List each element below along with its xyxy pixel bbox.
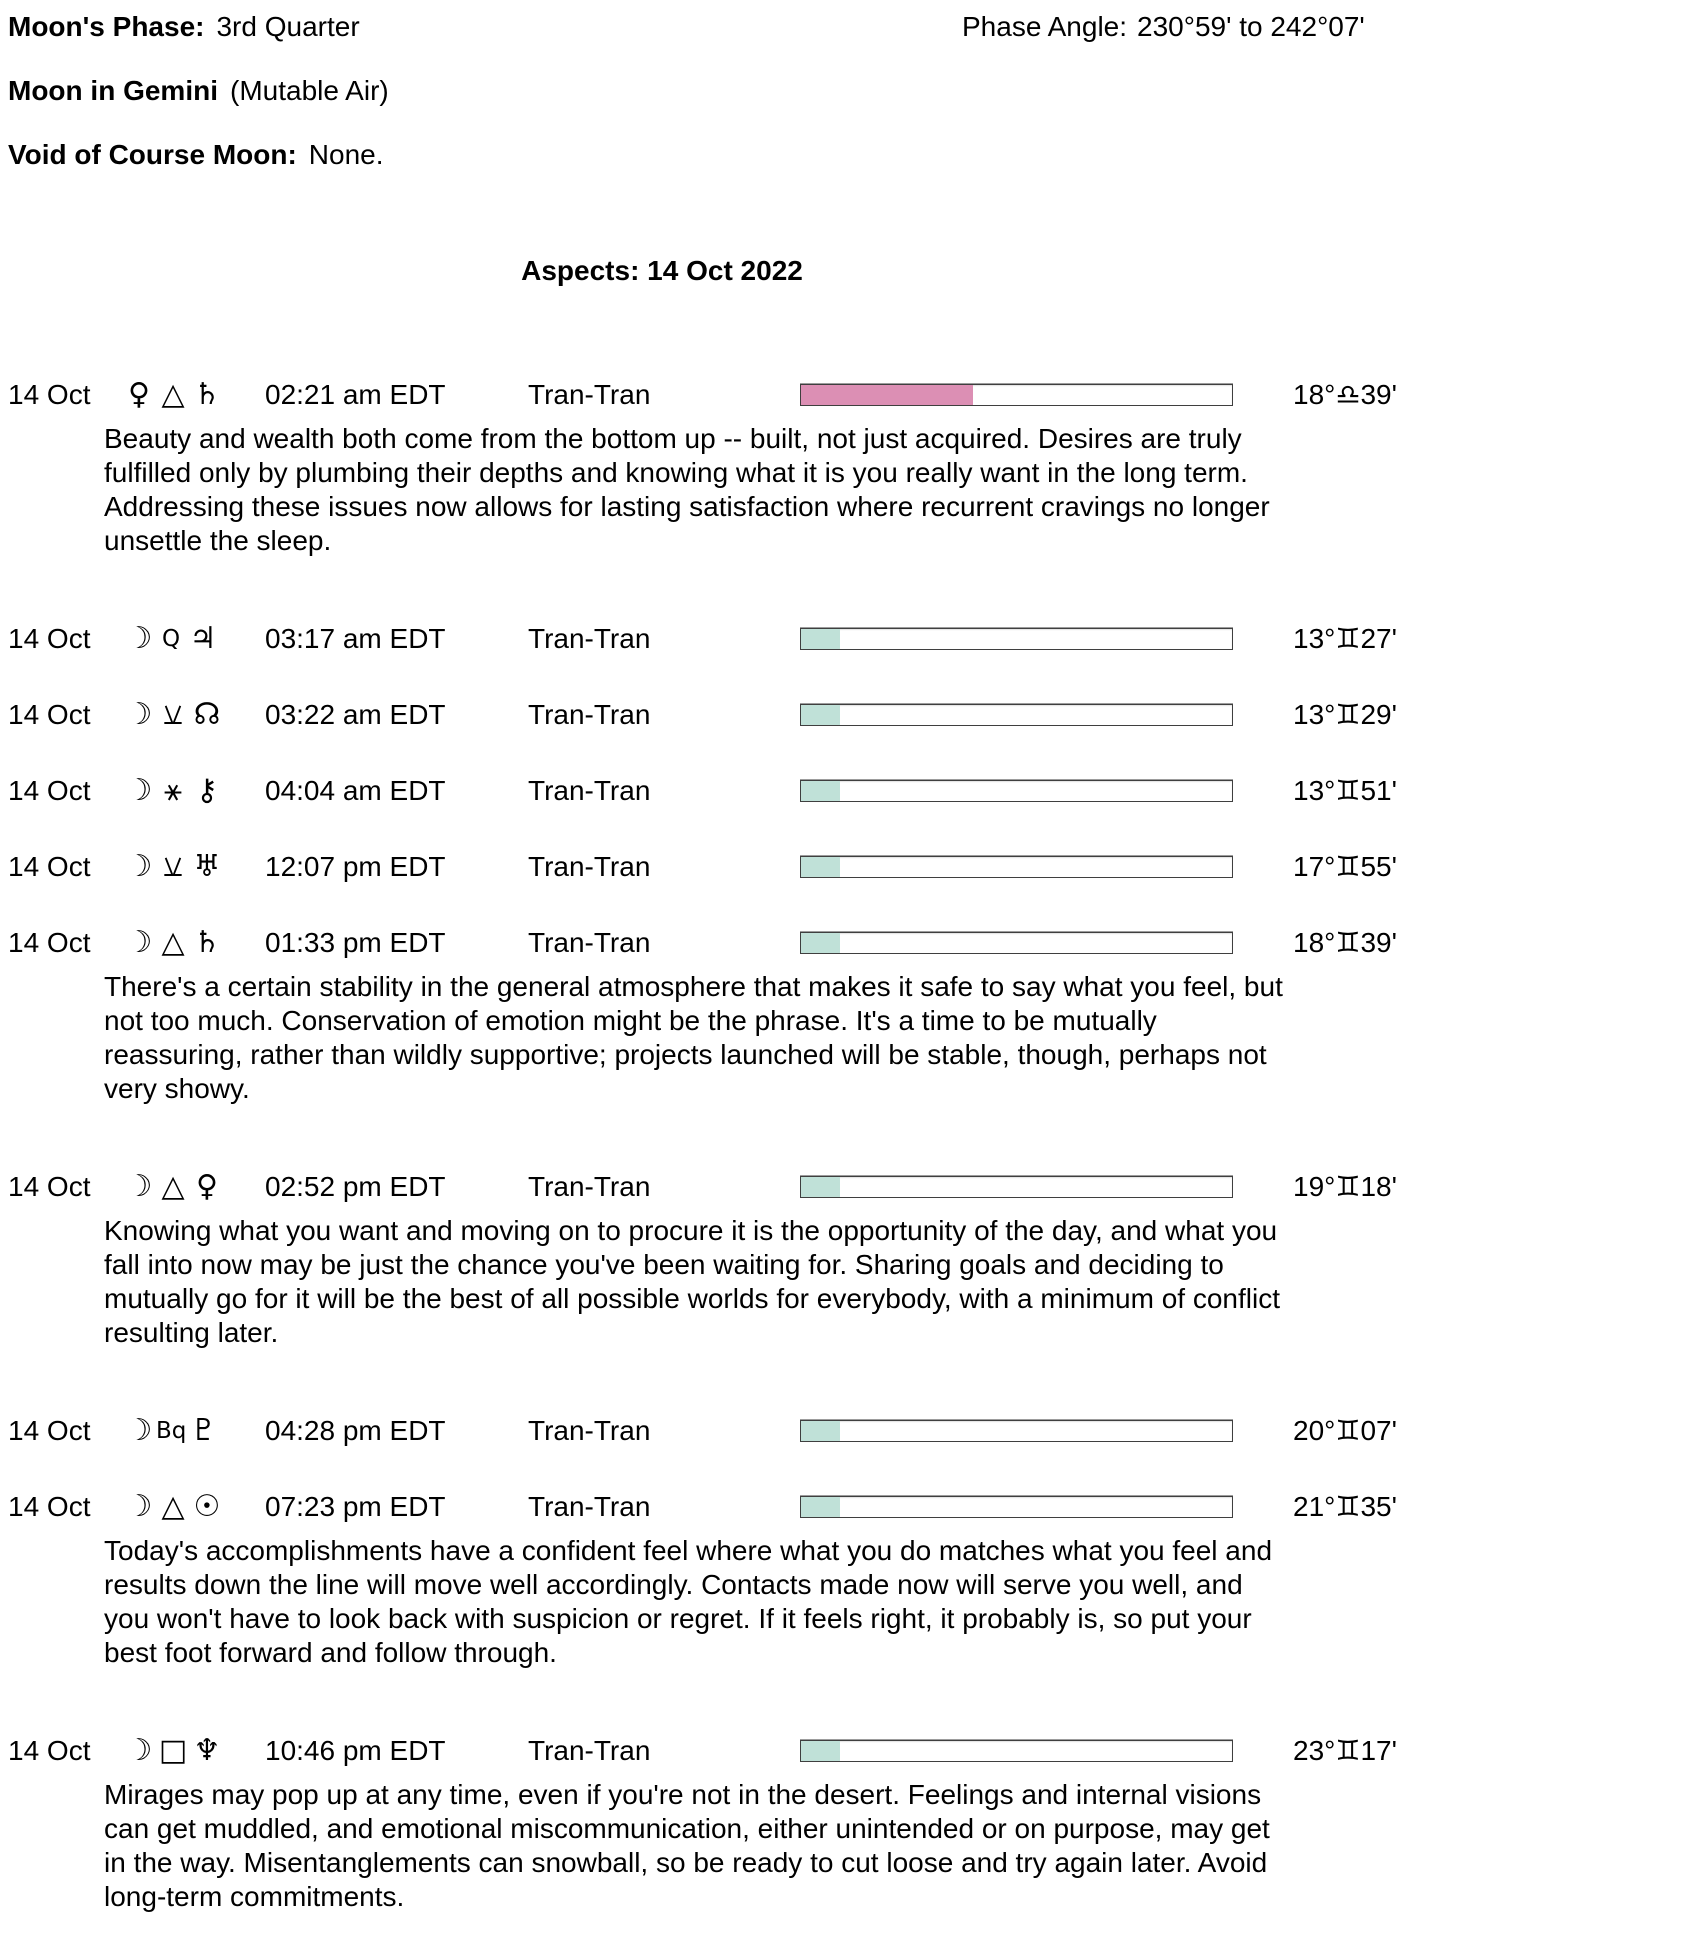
aspect-list [0,378,1684,1914]
orb-strength-bar [800,1420,1233,1442]
aspect-time: 04:04 am EDT [265,775,446,806]
aspect-position-gemini: 19°♊18' [1293,1171,1397,1202]
aspect-description: Beauty and wealth both come from the bottom up -- built, not just acquired. Desires are truly fulfilled only by plumbing their depths and knowing what it is you really want in the long term. Addressing these issues now allows for lasting satisfaction where recurrent cravings no longer unsettle the sleep. [104,423,1270,556]
aspect-block [0,378,1684,558]
aspect-position-libra: 18°♎39' [1293,379,1397,410]
aspect-row [0,378,1684,412]
aspect-position-gemini: 20°♊07' [1293,1415,1397,1446]
aspect-block [0,622,1684,656]
aspect-position-gemini: 13°♊51' [1293,775,1397,806]
orb-strength-bar [800,932,1233,954]
venus-icon: ♀ [128,377,150,412]
aspect-date: 14 Oct [8,1491,91,1522]
aspect-row [0,926,1684,960]
aspect-block [0,1734,1684,1914]
void-of-course-label: Void of Course Moon: [8,139,297,170]
aspect-date: 14 Oct [8,1171,91,1202]
moon-icon: ☽ [125,773,153,808]
aspect-date: 14 Oct [8,699,91,730]
aspect-date: 14 Oct [8,1735,91,1766]
aspect-type: Tran-Tran [528,775,651,806]
orb-strength-bar-fill [801,1497,840,1517]
trine-icon: △ [161,1489,185,1524]
aspect-date: 14 Oct [8,851,91,882]
aspect-date: 14 Oct [8,379,91,410]
aspect-type: Tran-Tran [528,1735,651,1766]
orb-strength-bar-fill [801,933,840,953]
aspect-symbols [122,926,265,960]
aspect-position-gemini: 21°♊35' [1293,1491,1397,1522]
square-icon: □ [158,1733,188,1768]
trine-icon: △ [161,1169,185,1204]
biquintile-icon: Bq [156,1418,187,1444]
sun-icon: ☉ [193,1489,221,1524]
phase-angle [962,12,1365,42]
aspect-description: There's a certain stability in the general atmosphere that makes it safe to say what you feel, but not too much. Conservation of emotion might be the phrase. It's a time to be mutually reassuring, rather than wildly supportive; projects launched will be stable, though, perhaps not very showy. [104,971,1283,1104]
aspect-block [0,1170,1684,1350]
void-of-course-value: None. [308,139,384,170]
aspect-block [0,1414,1684,1448]
pluto-icon: ♇ [189,1413,217,1448]
semisextile-icon: ⚺ [163,697,183,732]
orb-strength-bar [800,856,1233,878]
uranus-icon: ♅ [193,849,221,884]
aspect-position-gemini: 17°♊55' [1293,851,1397,882]
aspect-row [0,1170,1684,1204]
orb-strength-bar [800,384,1233,406]
orb-strength-bar [800,1740,1233,1762]
aspect-time: 04:28 pm EDT [265,1415,446,1446]
aspect-block [0,850,1684,884]
moons-phase-value: 3rd Quarter [216,11,360,42]
aspect-block [0,698,1684,732]
aspect-type: Tran-Tran [528,851,651,882]
aspect-time: 07:23 pm EDT [265,1491,446,1522]
aspect-block [0,926,1684,1106]
moon-sign-value: (Mutable Air) [230,75,389,106]
orb-strength-bar-fill [801,629,840,649]
orb-strength-bar [800,704,1233,726]
aspect-type: Tran-Tran [528,927,651,958]
orb-strength-bar [800,780,1233,802]
orb-strength-bar [800,1176,1233,1198]
moon-icon: ☽ [125,697,153,732]
orb-strength-bar-fill [801,1741,840,1761]
aspect-description: Today's accomplishments have a confident feel where what you do matches what you feel and results down the line will move well accordingly. Contacts made now will serve you well, and you won't have to look back with suspicion or regret. If it feels right, it probably is, so put your best foot forward and follow through. [104,1535,1273,1668]
aspect-row [0,698,1684,732]
aspect-row [0,1414,1684,1448]
moon-sign-label: Moon in Gemini [8,75,218,106]
moon-icon: ☽ [125,925,153,960]
aspect-type: Tran-Tran [528,1171,651,1202]
orb-strength-bar-fill [801,385,973,405]
aspect-symbols [122,1414,265,1448]
moon-icon: ☽ [125,1489,153,1524]
void-of-course-line [8,140,1684,170]
aspect-time: 12:07 pm EDT [265,851,446,882]
aspect-type: Tran-Tran [528,699,651,730]
aspect-type: Tran-Tran [528,1415,651,1446]
aspect-time: 01:33 pm EDT [265,927,446,958]
aspect-date: 14 Oct [8,927,91,958]
aspect-row [0,1734,1684,1768]
moon-sign-line [8,76,1684,106]
saturn-icon: ♄ [193,377,221,412]
phase-angle-value: 230°59' to 242°07' [1137,11,1365,42]
aspect-symbols [122,698,265,732]
aspect-row [0,1490,1684,1524]
aspect-block [0,1490,1684,1670]
aspect-symbols [122,1734,265,1768]
moon-icon: ☽ [125,1413,153,1448]
aspect-row [0,850,1684,884]
orb-strength-bar [800,628,1233,650]
aspect-symbols [122,774,265,808]
aspect-position-gemini: 18°♊39' [1293,927,1397,958]
aspects-title: Aspects: 14 Oct 2022 [521,255,803,286]
aspect-position-gemini: 23°♊17' [1293,1735,1397,1766]
trine-icon: △ [161,377,185,412]
orb-strength-bar [800,1496,1233,1518]
quintile-icon: Q [161,626,181,652]
venus-icon: ♀ [196,1169,218,1204]
moons-phase-line [8,12,1684,42]
moon-icon: ☽ [125,849,153,884]
north-node-icon: ☊ [193,697,221,732]
aspect-row [0,622,1684,656]
aspect-time: 10:46 pm EDT [265,1735,446,1766]
aspect-block [0,774,1684,808]
trine-icon: △ [161,925,185,960]
neptune-icon: ♆ [193,1733,221,1768]
orb-strength-bar-fill [801,857,840,877]
moons-phase-label: Moon's Phase: [8,11,205,42]
aspect-type: Tran-Tran [528,623,651,654]
orb-strength-bar-fill [801,1177,840,1197]
aspect-symbols [122,1490,265,1524]
saturn-icon: ♄ [193,925,221,960]
jupiter-icon: ♃ [189,621,217,656]
aspect-date: 14 Oct [8,1415,91,1446]
orb-strength-bar-fill [801,1421,840,1441]
aspect-description: Mirages may pop up at any time, even if you're not in the desert. Feelings and internal visions can get muddled, and emotional miscommunication, either unintended or on purpose, may get in the way. Misentanglements can snowball, so be ready to cut loose and try again later. Avoid long-term commitments. [104,1779,1270,1912]
moon-icon: ☽ [125,1169,153,1204]
aspect-symbols [122,378,265,412]
moon-icon: ☽ [125,1733,153,1768]
moon-icon: ☽ [125,621,153,656]
sextile-icon: ⚹ [164,773,182,808]
aspect-symbols [122,622,265,656]
phase-angle-label: Phase Angle: [962,11,1128,42]
aspect-row [0,774,1684,808]
aspect-type: Tran-Tran [528,379,651,410]
aspect-description: Knowing what you want and moving on to procure it is the opportunity of the day, and what you fall into now may be just the chance you've been waiting for. Sharing goals and deciding to mutually go for it will be the best of all possible worlds for everybody, with a minimum of conflict resulting later. [104,1215,1280,1348]
aspect-date: 14 Oct [8,775,91,806]
aspect-time: 03:22 am EDT [265,699,446,730]
orb-strength-bar-fill [801,781,840,801]
aspect-position-gemini: 13°♊27' [1293,623,1397,654]
aspect-time: 02:21 am EDT [265,379,446,410]
aspect-time: 03:17 am EDT [265,623,446,654]
aspect-time: 02:52 pm EDT [265,1171,446,1202]
aspect-type: Tran-Tran [528,1491,651,1522]
orb-strength-bar-fill [801,705,840,725]
semisextile-icon: ⚺ [163,849,183,884]
aspect-symbols [122,1170,265,1204]
aspect-symbols [122,850,265,884]
aspect-position-gemini: 13°♊29' [1293,699,1397,730]
chiron-icon: ⚷ [196,773,218,808]
aspect-date: 14 Oct [8,623,91,654]
